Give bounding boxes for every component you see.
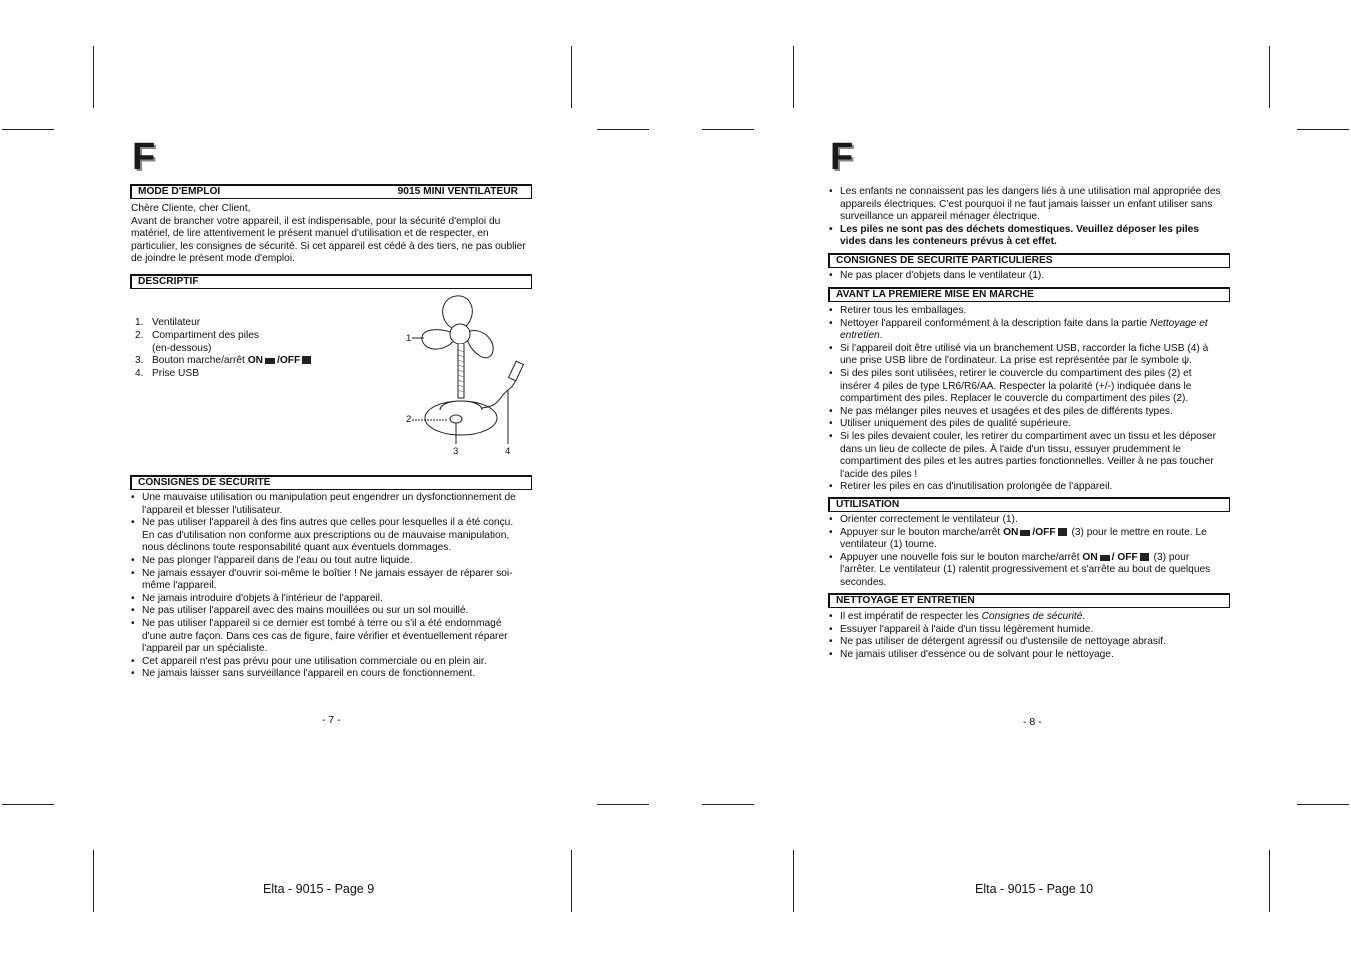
list-item: • Utiliser uniquement des piles de qualité supérieure. — [829, 418, 1225, 431]
list-item: • Ne jamais introduire d'objets à l'intérieur de l'appareil. — [131, 593, 527, 606]
parts-list-item: 2. Compartiment des piles — [135, 329, 260, 341]
list-item: • Orienter correctement le ventilateur (1). — [829, 514, 1225, 527]
section-letter: F — [830, 136, 854, 178]
off-symbol-icon — [1058, 528, 1067, 536]
list-item: • Les piles ne sont pas des déchets domestiques. Veuillez déposer les piles vides dans les conteneurs prévus à cet effet. — [829, 224, 1225, 249]
crop-mark — [597, 129, 649, 130]
figure-label: 1 — [406, 333, 412, 344]
section-title: AVANT LA PREMIÈRE MISE EN MARCHE — [836, 289, 1034, 300]
list-item: • Si les piles devaient couler, les retirer du compartiment avec un tissu et les déposer dans un lieu de collecte de piles. À l'aide d'un tissu, essuyer prudemment le compartiment des piles et les autres parties fonctionnelles. Veiller à ne pas toucher l'acide des piles ! — [829, 431, 1225, 481]
crop-mark — [1269, 46, 1270, 108]
off-symbol-icon — [302, 356, 311, 364]
parts-list-item: 1. Ventilateur — [135, 317, 201, 328]
on-symbol-icon — [1020, 530, 1030, 536]
usage-list — [829, 514, 1225, 590]
section-title: CONSIGNES DE SÉCURITÉ PARTICULIÈRES — [836, 255, 1053, 266]
header-model: 9015 MINI VENTILATEUR — [397, 186, 518, 197]
descriptif-title: DESCRIPTIF — [138, 276, 199, 287]
list-item: • Ne pas utiliser l'appareil avec des mains mouillées ou sur un sol mouillé. — [131, 605, 527, 618]
particular-safety-header — [828, 253, 1230, 268]
crop-mark — [571, 46, 572, 108]
cleaning-list — [829, 611, 1225, 661]
crop-mark — [93, 46, 94, 108]
list-item: • Ne pas utiliser l'appareil si ce dernier est tombé à terre ou s'il a été endommagé d'une autre façon. Dans ces cas de figure, faire vérifier et éventuellement réparer l'appareil par un spécialiste. — [131, 618, 527, 656]
first-use-list — [829, 305, 1225, 494]
list-item: • Ne pas utiliser de détergent agressif ou d'ustensile de nettoyage abrasif. — [829, 636, 1225, 649]
list-item: • Ne pas placer d'objets dans le ventilateur (1). — [829, 270, 1225, 283]
list-item: • Retirer tous les emballages. — [829, 305, 1225, 318]
on-symbol-icon — [1100, 555, 1110, 561]
list-item: • Les enfants ne connaissent pas les dangers liés à une utilisation mal appropriée des appareils électriques. C'est pourquoi il ne faut jamais laisser un enfant utiliser sans surveillance un appareil ménager électrique. — [829, 186, 1225, 224]
parts-list-item: 4. Prise USB — [135, 368, 199, 380]
list-item: • Il est impératif de respecter les Consignes de sécurité. — [829, 611, 1225, 624]
intro-list — [829, 186, 1225, 249]
crop-mark — [597, 804, 649, 805]
list-item: • Ne jamais laisser sans surveillance l'appareil en cours de fonctionnement. — [131, 668, 527, 681]
crop-mark — [2, 129, 54, 130]
section-letter: F — [132, 136, 156, 178]
list-item: • Ne jamais essayer d'ouvrir soi-même le boîtier ! Ne jamais essayer de réparer soi-même l'appareil. — [131, 568, 527, 593]
list-item: • Ne pas utiliser l'appareil à des fins autres que celles pour lesquelles il a été conçu. En cas d'utilisation non conforme aux prescriptions ou de mauvaise manipulation, nous déclinons toute responsabilité quant aux éventuels dommages. — [131, 517, 527, 555]
crop-mark — [2, 804, 54, 805]
safety-title: CONSIGNES DE SÉCURITÉ — [138, 477, 271, 488]
list-item: • Si l'appareil doit être utilisé via un branchement USB, raccorder la fiche USB (4) à une prise USB libre de l'ordinateur. La prise est représentée par le symbole ψ. — [829, 343, 1225, 368]
list-item: • Si des piles sont utilisées, retirer le couvercle du compartiment des piles (2) et insérer 4 piles de type LR6/R6/AA. Respecter la polarité (+/-) indiquée dans le compartiment des piles. Replacer le couvercle du compartiment des piles (2). — [829, 368, 1225, 406]
crop-mark — [702, 129, 754, 130]
list-item: • Essuyer l'appareil à l'aide d'un tissu légèrement humide. — [829, 624, 1225, 637]
usb-symbol-icon: ψ — [1181, 355, 1189, 367]
manual-header — [130, 184, 532, 199]
crop-mark — [1269, 850, 1270, 912]
crop-mark — [93, 850, 94, 912]
parts-list — [130, 317, 390, 381]
page-number: - 7 - — [322, 714, 341, 726]
list-item: • Retirer les piles en cas d'inutilisation prolongée de l'appareil. — [829, 481, 1225, 494]
page-footer: Elta - 9015 - Page 10 — [975, 882, 1094, 896]
cleaning-header — [828, 593, 1230, 608]
descriptif-header — [130, 274, 532, 289]
list-item: • Ne pas plonger l'appareil dans de l'eau ou tout autre liquide. — [131, 555, 527, 568]
crop-mark — [1297, 804, 1349, 805]
list-item: • Cet appareil n'est pas prévu pour une utilisation commerciale ou en plein air. — [131, 656, 527, 669]
section-title: UTILISATION — [836, 499, 900, 510]
crop-mark — [702, 804, 754, 805]
usage-header — [828, 497, 1230, 512]
on-symbol-icon — [265, 358, 275, 364]
parts-list-item: 3. Bouton marche/arrêt ON /OFF — [130, 355, 390, 368]
list-item: • Ne pas mélanger piles neuves et usagées et des piles de différents types. — [829, 406, 1225, 419]
left-page — [130, 0, 534, 954]
off-symbol-icon — [1140, 553, 1149, 561]
intro-paragraph: Avant de brancher votre appareil, il est indispensable, pour la sécurité d'emploi du matériel, de lire attentivement le présent manuel d'utilisation et de respecter, en particulier, les consignes de sécurité. Si cet appareil est cédé à des tiers, ne pas oublier de joindre le présent mode d'emploi. — [131, 215, 526, 265]
greeting: Chère Cliente, cher Client, — [131, 203, 251, 214]
crop-mark — [793, 850, 794, 912]
header-title: MODE D'EMPLOI — [138, 186, 221, 197]
safety-list — [131, 492, 527, 681]
right-page — [828, 0, 1232, 954]
figure-label: 3 — [453, 446, 459, 457]
list-item: • Appuyer une nouvelle fois sur le bouton marche/arrêt ON / OFF (3) pour l'arrêter. Le ventilateur (1) ralentit progressivement et s'arrête au bout de quelques secondes. — [829, 552, 1225, 590]
first-use-header — [828, 287, 1230, 302]
list-item: • Ne jamais utiliser d'essence ou de solvant pour le nettoyage. — [829, 649, 1225, 662]
safety-header — [130, 475, 532, 490]
figure-label: 4 — [505, 446, 511, 457]
page-footer: Elta - 9015 - Page 9 — [263, 882, 375, 896]
list-item: • Une mauvaise utilisation ou manipulation peut engendrer un dysfonctionnement de l'appareil et blesser l'utilisateur. — [131, 492, 527, 517]
section-title: NETTOYAGE ET ENTRETIEN — [836, 595, 975, 606]
fan-illustration — [400, 290, 530, 460]
page-number: - 8 - — [1023, 716, 1042, 728]
figure-label: 2 — [406, 414, 412, 425]
crop-mark — [793, 46, 794, 108]
particular-safety-list — [829, 270, 1225, 283]
parts-list-item: (en-dessous) — [152, 342, 212, 354]
intro-text — [131, 203, 527, 266]
crop-mark — [571, 850, 572, 912]
list-item: • Nettoyer l'appareil conformément à la description faite dans la partie Nettoyage et entretien. — [829, 318, 1225, 343]
list-item: • Appuyer sur le bouton marche/arrêt ON /OFF (3) pour le mettre en route. Le ventilateur (1) tourne. — [829, 527, 1225, 552]
crop-mark — [1297, 129, 1349, 130]
